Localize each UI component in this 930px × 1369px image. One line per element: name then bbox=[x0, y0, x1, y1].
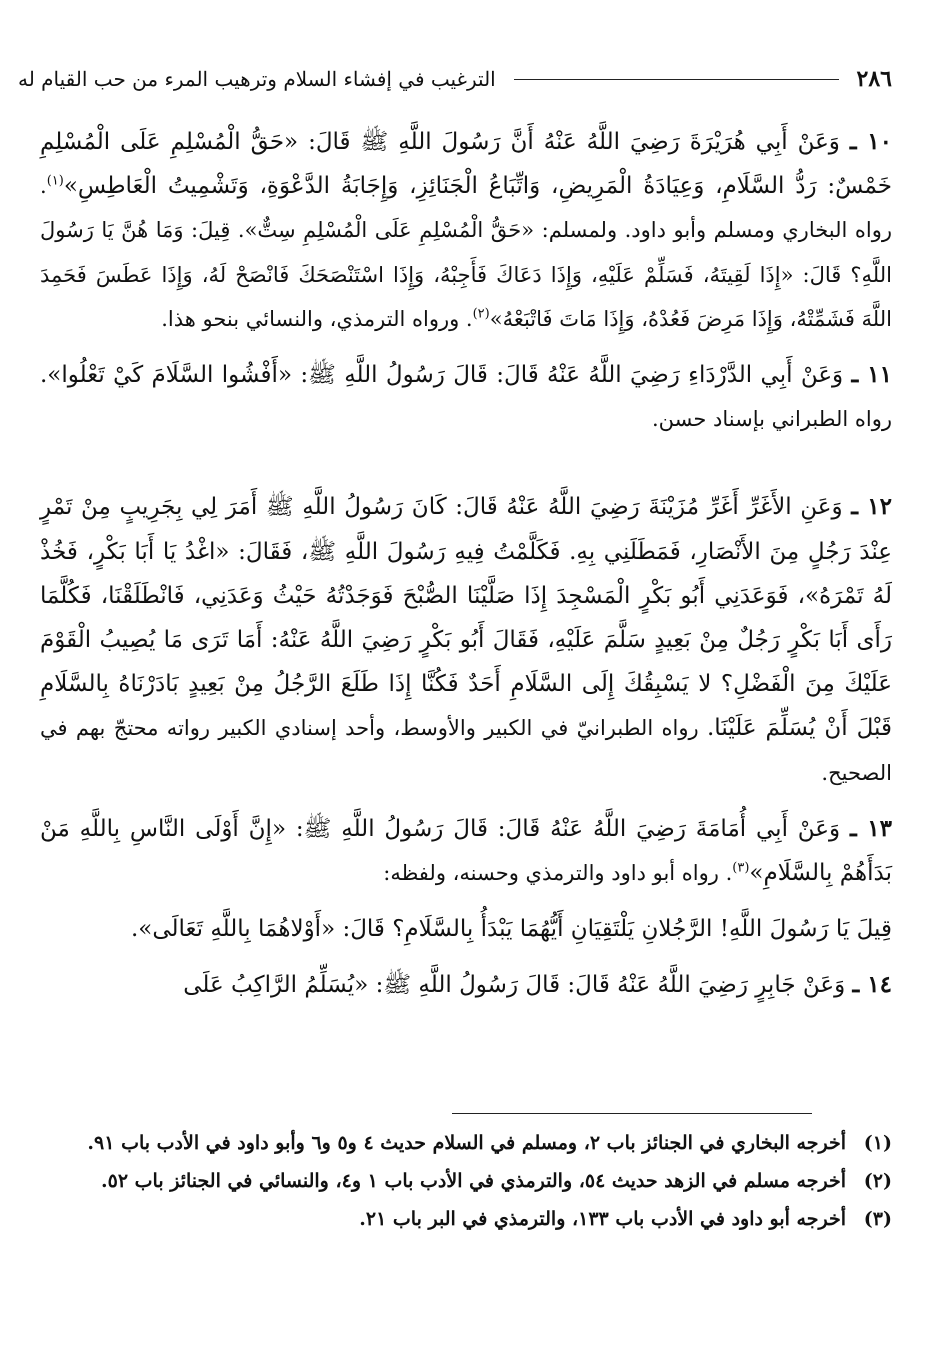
hadith-number: ١٣ ـ bbox=[850, 814, 893, 842]
hadith-13-continuation: قِيلَ يَا رَسُولَ اللَّهِ! الرَّجُلانِ يَلْتَقِيَانِ أَيُّهُمَا يَبْدَأُ بِالسَّلَامِ؟ قَالَ: «أَوْلاهُمَا بِاللَّهِ تَعَالَى». bbox=[130, 916, 892, 943]
footnote-ref: (٣) bbox=[732, 860, 750, 876]
hadith-text: وَعَنْ أَبِي الدَّرْدَاءِ رَضِيَ اللَّهُ عَنْهُ قَالَ: قَالَ رَسُولُ اللَّهِ ﷺ: «أَفْشُوا السَّلَامَ كَيْ تَعْلُوا». bbox=[40, 362, 844, 389]
narration-text: . رواه أبو داود والترمذي وحسنه، ولفظه: bbox=[383, 861, 733, 886]
footnote-divider bbox=[452, 1113, 812, 1114]
footnotes bbox=[18, 1127, 892, 1241]
hadith-number: ١١ ـ bbox=[851, 361, 893, 389]
hadith-number: ١٢ ـ bbox=[851, 493, 892, 521]
narration-text: . رواه البخاري ومسلم وأبو داود. ولمسلم: «حَقُّ الْمُسْلِمِ عَلَى الْمُسْلِمِ سِتٌّ». قِيلَ: وَمَا هُنَّ يَا رَسُولَ اللَّهِ؟ قَالَ: «إِذَا لَقِيتَهُ، فَسَلِّمْ عَلَيْهِ، وَإِذَا دَعَاكَ فَأَجِبْهُ، وَإِذَا اسْتَنْصَحَكَ فَانْصَحْ لَهُ، وَإِذَا عَطَسَ فَحَمِدَ اللَّهَ فَشَمِّتْهُ، وَإِذَا مَرِضَ فَعُدْهُ، وَإِذَا مَاتَ فَاتْبَعْهُ» bbox=[40, 174, 892, 331]
header-rule bbox=[514, 79, 839, 80]
footnote-text: أخرجه البخاري في الجنائز باب ٢، ومسلم في السلام حديث ٤ و٥ و٦ وأبو داود في الأدب باب ٩١. bbox=[87, 1132, 846, 1154]
hadith-13 bbox=[40, 807, 892, 895]
hadith-10 bbox=[40, 120, 892, 341]
footnote-2 bbox=[18, 1165, 892, 1197]
narration-text: رواه الطبرانيّ في الكبير والأوسط، وأحد إسنادي الكبير رواته محتجّ بهم في الصحيح. bbox=[40, 716, 892, 785]
hadith-12 bbox=[40, 485, 892, 794]
hadith-11 bbox=[40, 353, 892, 441]
hadith-number: ١٠ ـ bbox=[849, 128, 893, 155]
footnote-ref: (١) bbox=[46, 173, 64, 189]
footnote-number: (٣) bbox=[863, 1208, 892, 1230]
narration-text: رواه الطبراني بإسناد حسن. bbox=[651, 407, 892, 432]
hadith-number: ١٤ ـ bbox=[852, 971, 892, 999]
page-header bbox=[18, 60, 892, 98]
footnote-number: (٢) bbox=[863, 1170, 892, 1192]
footnote-text: أخرجه مسلم في الزهد حديث ٥٤، والترمذي في الأدب باب ١ و٤، والنسائي في الجنائز باب ٥٢. bbox=[100, 1170, 846, 1192]
hadith-text: وَعَنِ الأَغَرِّ أَغَرِّ مُزَيْنَةَ رَضِيَ اللَّهُ عَنْهُ قَالَ: كَانَ رَسُولُ اللَّهِ ﷺ أَمَرَ لِي بِجَرِيبٍ مِنْ تَمْرٍ عِنْدَ رَجُلٍ مِنَ الأَنْصَارِ، فَمَطَلَنِي بِهِ. فَكَلَّمْتُ فِيهِ رَسُولَ اللَّهِ ﷺ، فَقَالَ: «اغْدُ يَا أَبَا بَكْرٍ، فَخُذْ لَهُ تَمْرَهُ»، فَوَعَدَنِي أَبُو بَكْرٍ الْمَسْجِدَ إِذَا صَلَّيْنَا الصُّبْحَ فَوَجَدْتُهُ حَيْثُ وَعَدَنِي، فَانْطَلَقْنَا، فَكُلَّمَا رَأَى أَبَا بَكْرٍ رَجُلٌ مِنْ بَعِيدٍ سَلَّمَ عَلَيْهِ، فَقَالَ أَبُو بَكْرٍ رَضِيَ اللَّهُ عَنْهُ: أَمَا تَرَى مَا يُصِيبُ الْقَوْمَ عَلَيْكَ مِنَ الْفَضْلِ؟ لا يَسْبِقُكَ إِلَى السَّلَامِ أَحَدٌ فَكُنَّا إِذَا طَلَعَ الرَّجُلُ مِنْ بَعِيدٍ بَادَرْنَاهُ بِالسَّلَامِ قَبْلَ أَنْ يُسَلِّمَ عَلَيْنَا. bbox=[40, 494, 892, 742]
footnote-3 bbox=[18, 1203, 892, 1235]
narration-text: . ورواه الترمذي، والنسائي بنحو هذا. bbox=[161, 306, 473, 331]
footnote-text: أخرجه أبو داود في الأدب باب ١٣٣، والترمذي في البر باب ٢١. bbox=[359, 1208, 846, 1230]
footnote-1 bbox=[18, 1127, 892, 1159]
hadith-text: وَعَنْ أَبِي أُمَامَةَ رَضِيَ اللَّهُ عَنْهُ قَالَ: قَالَ رَسُولُ اللَّهِ ﷺ: «إِنَّ أَوْلَى النَّاسِ بِاللَّهِ مَنْ بَدَأَهُمْ بِالسَّلَامِ» bbox=[40, 815, 892, 887]
hadith-14 bbox=[40, 963, 892, 1007]
main-text bbox=[40, 120, 892, 1008]
hadith-text: وَعَنْ جَابِرٍ رَضِيَ اللَّهُ عَنْهُ قَالَ: قَالَ رَسُولُ اللَّهِ ﷺ: «يُسَلِّمُ الرَّاكِبُ عَلَى bbox=[183, 972, 846, 999]
footnote-number: (١) bbox=[863, 1132, 892, 1154]
running-title: الترغيب في إفشاء السلام وترهيب المرء من حب القيام له bbox=[18, 67, 496, 91]
hadith-text: وَعَنْ أَبِي هُرَيْرَةَ رَضِيَ اللَّهُ عَنْهُ أَنَّ رَسُولَ اللَّهِ ﷺ قَالَ: «حَقُّ الْمُسْلِمِ عَلَى الْمُسْلِمِ خَمْسٌ: رَدُّ السَّلَامِ، وَعِيَادَةُ الْمَرِيضِ، وَاتِّبَاعُ الْجَنَائِزِ، وَإِجَابَةُ الدَّعْوَةِ، وَتَشْمِيتُ الْعَاطِسِ» bbox=[40, 129, 892, 200]
footnote-ref: (٢) bbox=[472, 306, 490, 322]
page-number: ٢٨٦ bbox=[856, 66, 892, 92]
